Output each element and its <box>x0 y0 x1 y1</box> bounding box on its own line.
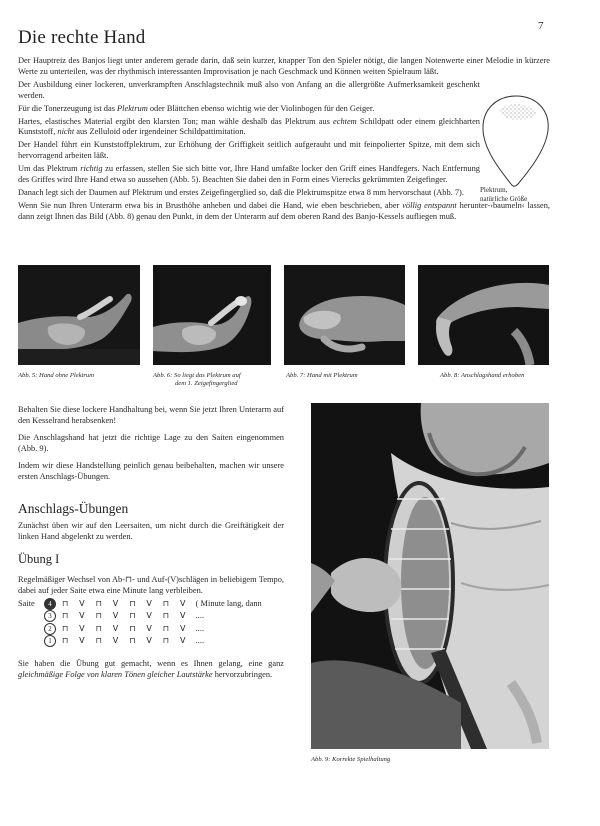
intro-paragraph: Danach legt sich der Daumen auf Plektrum und erstes Zeigefingerglied so, daß die Plektrumspitze etwa 8 mm hervorschaut (Abb. 7). <box>18 187 464 197</box>
body-text <box>18 404 284 488</box>
intro-paragraph: Der Handel führt ein Kunststoffplektrum, zur Erhöhung der Griffigkeit seitlich aufgerauht und mit feinpolierter Spitze, mit dem sich hervorragend arbeiten läßt. <box>18 140 480 161</box>
intro-paragraph: Der Hauptreiz des Banjos liegt unter anderem gerade darin, daß sein kurzer, knapper Ton den Spieler nötigt, die langen Notenwerte einer Melodie in kürzere Werte zu unterteilen, was der rhythmisch interessanten Improvisation je nach Geschmack und Können weiten Spielraum läßt. <box>18 56 550 76</box>
row-suffix: .... <box>195 635 205 645</box>
intro-text <box>18 56 550 225</box>
caption-line: dem 1. Zeigefingerglied <box>175 380 238 387</box>
row-suffix: .... <box>195 623 205 633</box>
plectrum-caption <box>480 186 527 203</box>
stroke-pattern: ⊓ V ⊓ V ⊓ V ⊓ V <box>62 623 190 633</box>
figure-6-caption <box>153 372 241 388</box>
body-paragraph: Behalten Sie diese lockere Handhaltung bei, wenn Sie jetzt Ihren Unterarm auf den Kesselrand herabsenken! <box>18 405 284 425</box>
string-row <box>18 635 284 647</box>
intro-paragraph: Wenn Sie nun Ihren Unterarm etwa bis in Brusthöhe anheben und dabei die Hand, wie eben beschrieben, aber völlig entspannt herunter-›baumeln‹ lassen, dann zeigt Ihnen das Bild (Abb. 8) genau den Punkt, in dem der Unterarm auf dem oberen Rand des Banjo-Kessels aufliegen muß. <box>18 200 551 221</box>
figure-7-photo <box>284 265 405 365</box>
stroke-pattern: ⊓ V ⊓ V ⊓ V ⊓ V <box>62 599 190 608</box>
page-number: 7 <box>538 20 544 32</box>
string-number: 4 <box>44 598 56 610</box>
exercise-heading: Übung I <box>18 552 60 566</box>
figure-9-caption: Abb. 9: Korrekte Spielhaltung <box>311 756 391 763</box>
intro-paragraph: Hartes, elastisches Material ergibt den klarsten Ton; man wähle deshalb das Plektrum aus echtem Schildpatt oder einem gleichharten Kunststoff, nicht aus Zelluloid oder irgendeiner Schildpattimitation. <box>18 116 480 137</box>
figure-7-caption: Abb. 7: Hand mit Plektrum <box>286 372 358 379</box>
string-number: 2 <box>44 623 56 635</box>
string-number: 1 <box>44 635 56 647</box>
figure-5-caption: Abb. 5: Hand ohne Plektrum <box>18 372 94 379</box>
caption-line: natürliche Größe <box>480 194 528 203</box>
stroke-pattern: ⊓ V ⊓ V ⊓ V ⊓ V <box>62 635 190 645</box>
exercise-text: Regelmäßiger Wechsel von Ab-⊓- und Auf-(V)schlägen in beliebigem Tempo, dabei auf jeder Saite etwa eine Minute lang verbleiben. <box>18 575 284 595</box>
body-paragraph: Indem wir diese Handstellung peinlich genau beibehalten, machen wir unsere ersten Anschlags-Übungen. <box>18 461 284 481</box>
figure-9-photo <box>311 403 549 749</box>
string-row <box>18 598 284 610</box>
section-heading: Anschlags-Übungen <box>18 501 129 516</box>
string-row <box>18 610 284 622</box>
exercise-strings <box>18 598 284 647</box>
figure-6-photo <box>153 265 271 365</box>
figure-8-caption: Abb. 8: Anschlagshand erhoben <box>440 372 525 379</box>
row-suffix: .... <box>195 611 205 621</box>
page-title: Die rechte Hand <box>18 27 146 48</box>
figure-5-photo <box>18 265 140 365</box>
caption-line: Plektrum, <box>480 186 508 194</box>
stroke-pattern: ⊓ V ⊓ V ⊓ V ⊓ V <box>62 611 190 621</box>
body-paragraph: Die Anschlagshand hat jetzt die richtige Lage zu den Saiten eingenommen (Abb. 9). <box>18 433 284 453</box>
string-row <box>18 623 284 635</box>
figure-8-photo <box>418 265 549 365</box>
section-intro: Zunächst üben wir auf den Leersaiten, um nicht durch die Greiftätigkeit der linken Hand abgelenkt zu werden. <box>18 521 284 541</box>
row-suffix: ( Minute lang, dann <box>195 599 262 608</box>
caption-line: Abb. 6: So liegt das Plektrum auf <box>153 372 241 379</box>
closing-text: Sie haben die Übung gut gemacht, wenn es Ihnen gelang, eine ganz gleichmäßige Folge von klaren Tönen gleicher Lautstärke hervorzubringen. <box>18 659 284 679</box>
intro-paragraph: Für die Tonerzeugung ist das Plektrum oder Blättchen ebenso wichtig wie der Violinbogen für den Geiger. <box>18 103 375 113</box>
string-number: 3 <box>44 610 56 622</box>
string-label: Saite <box>18 599 35 608</box>
intro-paragraph: Um das Plektrum richtig zu erfassen, stellen Sie sich bitte vor, Ihre Hand umfaßte locker den Griff eines Handfegers. Nach Entfernung des Griffes wird Ihre Hand etwa so aussehen (Abb. 5). Beachten Sie dabei den in Form eines Vierecks gekrümmten Zeigefinger. <box>18 164 480 185</box>
intro-paragraph: Der Ausbildung einer lockeren, unverkrampften Anschlagstechnik muß also von Anfang an die allergrößte Aufmerksamkeit geschenkt werden. <box>18 79 480 100</box>
